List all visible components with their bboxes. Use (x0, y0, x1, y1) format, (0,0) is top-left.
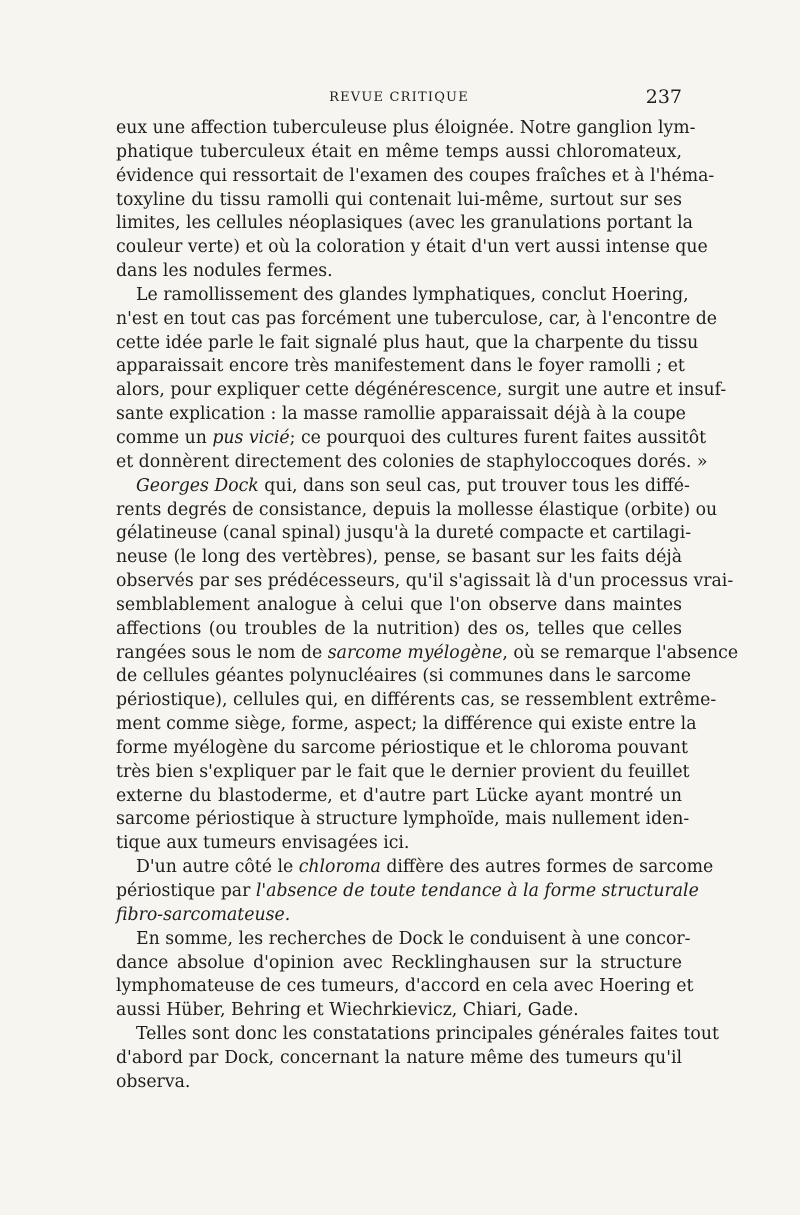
running-title: REVUE CRITIQUE (329, 90, 469, 105)
text-run: et donnèrent directement des colonies de staphyloccoques dorés. » (116, 451, 708, 472)
text-line (116, 856, 714, 880)
text-run: de cellules géantes polynucléaires (si communes dans le sarcome (116, 666, 691, 687)
text-line (116, 522, 692, 546)
text-line (116, 975, 694, 999)
text-run: rents degrés de consistance, depuis la mollesse élastique (orbite) ou (116, 499, 718, 520)
text-run: n'est en tout cas pas forcément une tuberculose, car, à l'encontre de (116, 308, 718, 329)
text-line (116, 355, 685, 379)
text-run: Telles sont donc les constatations principales générales faites tout (136, 1024, 719, 1045)
text-run: rangées sous le nom de (116, 642, 328, 663)
text-run: phatique tuberculeux était en même temps aussi chloromateux, (116, 141, 682, 162)
text-run: observa. (116, 1071, 191, 1092)
paragraph (116, 928, 694, 1023)
text-run: cette idée parle le fait signalé plus haut, que la charpente du tissu (116, 332, 699, 353)
text-line (116, 165, 715, 189)
text-line (116, 785, 682, 809)
text-line (116, 212, 693, 236)
italic-text: l'absence de toute tendance à la forme structurale (255, 881, 699, 901)
text-line (116, 1071, 682, 1095)
text-line (116, 189, 682, 213)
text-run: observés par ses prédécesseurs, qu'il s'agissait là d'un processus vrai- (116, 571, 734, 592)
text-run: neuse (le long des vertèbres), pense, se basant sur les faits déjà (116, 547, 682, 568)
text-run: très bien s'expliquer par le fait que le dernier provient du feuillet (116, 761, 690, 782)
text-run: Le ramollissement des glandes lymphatiques, conclut Hoering, (136, 284, 689, 305)
text-line (116, 570, 734, 594)
text-run: périostique par (116, 881, 256, 901)
text-run: diffère des autres formes de sarcome (380, 857, 714, 878)
text-run: sarcome périostique à structure lymphoïde, mais nullement iden- (116, 809, 690, 830)
running-head (116, 88, 682, 114)
text-line (116, 141, 682, 165)
text-run: couleur verte) et où la coloration y était d'un vert aussi intense que (116, 237, 708, 258)
text-run: , où se remarque l'absence (502, 642, 739, 663)
text-run: sante explication : la masse ramollie apparaissait déjà à la coupe (116, 404, 686, 425)
text-line (116, 499, 718, 523)
paragraph (116, 1023, 719, 1095)
text-line (116, 594, 682, 618)
text-line (116, 379, 727, 403)
text-line (116, 427, 707, 451)
text-line (116, 284, 689, 308)
text-line (116, 1047, 682, 1071)
text-run: toxyline du tissu ramolli qui contenait lui-même, surtout sur ses (116, 189, 682, 210)
text-run: En somme, les recherches de Dock le conduisent à une concor- (136, 928, 691, 949)
text-run: alors, pour expliquer cette dégénérescence, surgit une autre et insuf- (116, 380, 727, 401)
text-line (116, 928, 691, 952)
text-line (116, 1023, 719, 1047)
italic-text: pus vicié (212, 427, 290, 448)
text-line (116, 308, 718, 332)
text-line (116, 451, 708, 475)
text-run: affections (ou troubles de la nutrition) des os, telles que celles (116, 618, 682, 639)
text-run: ment comme siège, forme, aspect; la différence qui existe entre la (116, 714, 697, 735)
text-run: tique aux tumeurs envisagées ici. (116, 833, 410, 854)
text-run: qui, dans son seul cas, put trouver tous les diffé- (258, 475, 690, 496)
text-run: gélatineuse (canal spinal) jusqu'à la dureté compacte et cartilagi- (116, 523, 692, 544)
text-run: dance absolue d'opinion avec Recklinghausen sur la structure (116, 952, 682, 973)
text-line (116, 236, 708, 260)
text-run: lymphomateuse de ces tumeurs, d'accord en cela avec Hoering et (116, 976, 694, 997)
text-line (116, 260, 682, 284)
text-run: semblablement analogue à celui que l'on observe dans maintes (116, 594, 682, 615)
text-run: D'un autre côté le (136, 857, 299, 878)
text-line (116, 904, 682, 928)
text-line (116, 737, 688, 761)
text-run: aussi Hüber, Behring et Wiechrkievicz, Chiari, Gade. (116, 1000, 579, 1021)
text-line (116, 761, 690, 785)
text-line (116, 689, 717, 713)
text-run: évidence qui ressortait de l'examen des coupes fraîches et à l'héma- (116, 165, 715, 186)
text-run: ; ce pourquoi des cultures furent faites aussitôt (289, 427, 707, 448)
paragraph (116, 475, 739, 857)
text-line (116, 117, 696, 141)
italic-text: fibro-sarcomateuse. (116, 904, 291, 925)
text-line (116, 832, 682, 856)
text-run: d'abord par Dock, concernant la nature même des tumeurs qu'il (116, 1047, 682, 1068)
text-run: périostique), cellules qui, en différents cas, se ressemblent extrême- (116, 690, 717, 711)
text-line (116, 952, 682, 976)
text-line (116, 642, 739, 666)
text-line (116, 880, 699, 904)
text-run: comme un (116, 427, 213, 448)
text-line (116, 332, 699, 356)
text-run: externe du blastoderme, et d'autre part Lücke ayant montré un (116, 785, 682, 806)
text-run: limites, les cellules néoplasiques (avec les granulations portant la (116, 213, 693, 234)
text-line (116, 999, 682, 1023)
italic-text: Georges Dock (136, 475, 259, 496)
paragraph (116, 117, 715, 284)
paragraph (116, 284, 727, 475)
text-line (116, 546, 682, 570)
text-line (116, 713, 697, 737)
text-run: dans les nodules fermes. (116, 261, 333, 282)
page-number: 237 (645, 86, 682, 108)
text-run: eux une affection tuberculeuse plus éloignée. Notre ganglion lym- (116, 118, 696, 138)
text-run: apparaissait encore très manifestement dans le foyer ramolli ; et (116, 356, 685, 377)
italic-text: chloroma (298, 857, 381, 878)
body-text (116, 117, 739, 1095)
text-line (116, 618, 682, 642)
text-line (116, 808, 690, 832)
italic-text: sarcome myélogène (327, 642, 503, 663)
paragraph (116, 856, 714, 928)
text-line (116, 475, 690, 499)
text-line (116, 665, 691, 689)
text-line (116, 403, 686, 427)
text-run: forme myélogène du sarcome périostique et le chloroma pouvant (116, 737, 688, 758)
